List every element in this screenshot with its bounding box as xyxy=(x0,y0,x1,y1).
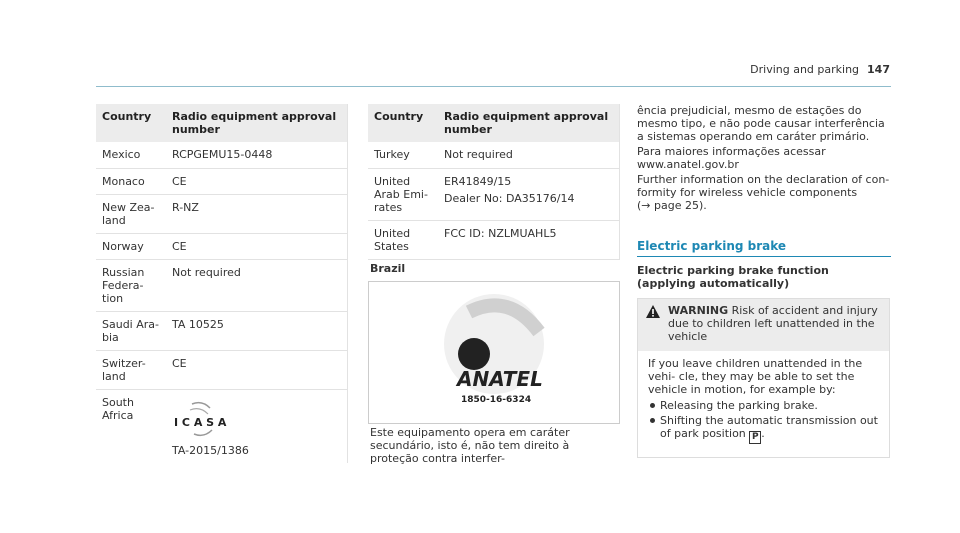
approval-cell: Not required xyxy=(438,142,620,168)
country-cell: South Africa xyxy=(102,395,134,422)
table-row xyxy=(368,142,620,168)
page-number: 147 xyxy=(867,63,890,76)
country-cell: Turkey xyxy=(368,142,438,168)
country-cell: Switzer- land xyxy=(96,350,166,389)
approval-cell: RCPGEMU15-0448 xyxy=(166,142,348,168)
table-row xyxy=(96,350,348,389)
declaration-text xyxy=(637,104,892,214)
table-row xyxy=(96,142,348,168)
anatel-logo-text: ANATEL xyxy=(457,367,543,391)
approval-cell: CE xyxy=(166,168,348,194)
warning-list xyxy=(648,399,881,444)
approval-cell: Not required xyxy=(166,259,348,311)
approval-cell: R-NZ xyxy=(166,194,348,233)
approval-cell xyxy=(166,389,348,463)
column-header-approval: Radio equipment approval number xyxy=(166,104,348,142)
approval-cell xyxy=(438,168,620,220)
paragraph xyxy=(637,173,892,212)
warning-body xyxy=(638,351,889,444)
table-row xyxy=(368,168,620,220)
anatel-code: 1850-16-6324 xyxy=(461,395,532,405)
table-row xyxy=(96,233,348,259)
park-position-icon: P xyxy=(749,431,761,444)
sub-heading: Electric parking brake function (applying automatically) xyxy=(637,264,829,290)
icasa-logo-icon xyxy=(172,400,232,440)
header-divider xyxy=(96,86,891,87)
warning-text: If you leave children unattended in the vehi- cle, they may be able to set the vehicle in motion, for example by: xyxy=(648,357,863,396)
warning-title: Risk of accident and injury due to children left unattended in the vehicle xyxy=(668,304,878,343)
approval-cell: TA 10525 xyxy=(166,311,348,350)
paragraph: ência prejudicial, mesmo de estações do mesmo tipo, e não pode causar interferência a sistemas operando em caráter primário. xyxy=(637,104,885,143)
section-title: Electric parking brake xyxy=(637,240,891,257)
list-item-text: Shifting the automatic transmission out of park position xyxy=(660,414,878,440)
anatel-logo-icon xyxy=(369,282,619,423)
country-cell: New Zea- land xyxy=(96,194,166,233)
table-row xyxy=(96,168,348,194)
warning-box xyxy=(637,298,890,458)
approval-cell: CE xyxy=(166,233,348,259)
country-cell: Norway xyxy=(96,233,166,259)
column-header-country: Country xyxy=(96,104,166,142)
table-header-row xyxy=(96,104,348,142)
approval-table-right xyxy=(368,104,620,260)
table-header-row xyxy=(368,104,620,142)
warning-triangle-icon xyxy=(646,305,660,318)
country-cell: United Arab Emi- rates xyxy=(368,168,438,220)
brazil-paragraph: Este equipamento opera em caráter secundário, isto é, não tem direito à proteção contra interfer- xyxy=(370,426,570,465)
column-header-country: Country xyxy=(368,104,438,142)
table-row xyxy=(96,259,348,311)
table-row xyxy=(368,220,620,259)
section-name: Driving and parking xyxy=(750,63,860,76)
dealer-number: Dealer No: DA35176/14 xyxy=(444,191,575,205)
warning-label: WARNING xyxy=(668,304,729,317)
approval-table-left xyxy=(96,104,348,463)
table-row xyxy=(96,311,348,350)
column-header-approval: Radio equipment approval number xyxy=(438,104,620,142)
approval-number: ER41849/15 xyxy=(444,174,512,188)
paragraph: Para maiores informações acessar www.anatel.gov.br xyxy=(637,145,826,171)
table-row xyxy=(96,194,348,233)
table-row xyxy=(96,389,348,463)
list-item: Shifting the automatic transmission out of park position P . xyxy=(648,414,881,444)
country-cell: United States xyxy=(368,220,438,259)
country-cell: Monaco xyxy=(96,168,166,194)
paragraph-text: Further information on the declaration of con- formity for wireless vehicle components xyxy=(637,173,890,199)
country-cell: Saudi Ara- bia xyxy=(96,311,166,350)
svg-text:I C A S A: I C A S A xyxy=(174,415,227,429)
page-reference-link[interactable]: (→ page 25). xyxy=(637,199,707,212)
approval-cell: CE xyxy=(166,350,348,389)
brazil-heading: Brazil xyxy=(370,262,406,275)
country-cell: Russian Federa- tion xyxy=(96,259,166,311)
list-item: Releasing the parking brake. xyxy=(648,399,881,412)
country-cell: Mexico xyxy=(96,142,166,168)
warning-header xyxy=(638,299,889,351)
anatel-logo-box xyxy=(368,281,620,424)
page-header xyxy=(750,63,890,76)
approval-cell: FCC ID: NZLMUAHL5 xyxy=(438,220,620,259)
approval-number: TA-2015/1386 xyxy=(172,443,249,457)
